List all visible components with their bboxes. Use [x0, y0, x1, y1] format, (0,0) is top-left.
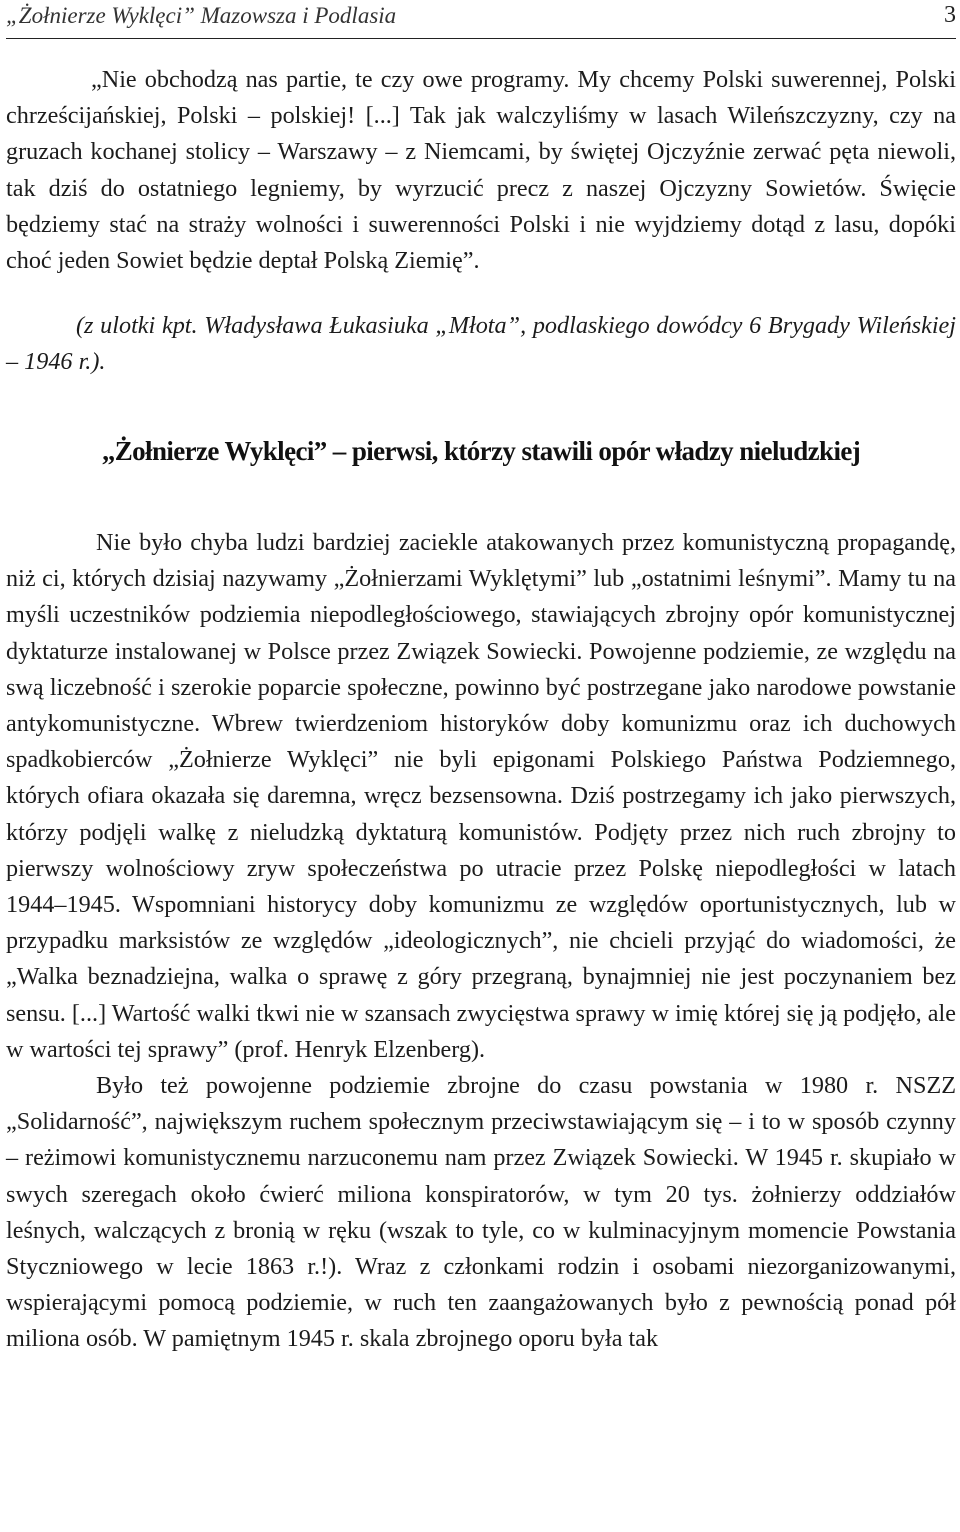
quote-source: (z ulotki kpt. Władysława Łukasiuka „Młota”, podlaskiego dowódcy 6 Brygady Wileńskiej – 1946 r.). [6, 312, 956, 376]
running-title: „Żołnierze Wyklęci” Mazowsza i Podlasia [6, 3, 397, 28]
document-page [6, 0, 956, 1532]
quote-text: „Nie obchodzą nas partie, te czy owe programy. My chcemy Polski suwerennej, Polski chrześcijańskiej, Polski – polskiej! [...] Tak jak walczyliśmy w lasach Wileńszczyzny, czy na gruzach kochanej stolicy – Warszawy – z Niemcami, by świętej Ojczyźnie zerwać pęta niewoli, tak dziś do ostatniego legniemy, by wyrzucić precz z naszej Ojczyzny Sowietów. Święcie będziemy stać na straży wolności i suwerenności Polski i nie wyjdziemy dotąd z lasu, dopóki choć jeden Sowiet będzie deptał Polską Ziemię”. [6, 66, 956, 275]
body-text [6, 525, 956, 1358]
body-paragraph-1: Nie było chyba ludzi bardziej zaciekle atakowanych przez komunistyczną propagandę, niż ci, których dzisiaj nazywamy „Żołnierzami Wyklętymi” lub „ostatnimi leśnymi”. Mamy tu na myśli uczestników podziemia niepodległościowego, stawiających zbrojny opór komunistycznej dyktaturze instalowanej w Polsce przez Związek Sowiecki. Powojenne podziemie, ze względu na swą liczebność i szerokie poparcie społeczne, powinno być postrzegane jako narodowe powstanie antykomunistyczne. Wbrew twierdzeniom historyków doby komunizmu oraz ich duchowych spadkobierców „Żołnierze Wyklęci” nie byli epigonami Polskiego Państwa Podziemnego, których ofiara okazała się daremna, wręcz bezsensowna. Dziś postrzegamy ich jako pierwszych, którzy podjęli walkę z nieludzką dyktaturą komunistów. Podjęty przez nich ruch zbrojny to pierwszy wolnościowy zryw społeczeństwa po utracie przez Polskę niepodległości w latach 1944–1945. Wspomniani historycy doby komunizmu ze względów oportunistycznych, lub w przypadku marksistów ze względów „ideologicznych”, nie chcieli przyjąć do wiadomości, że „Walka beznadziejna, walka o sprawę z góry przegraną, bynajmniej nie jest poczynaniem bez sensu. [...] Wartość walki tkwi nie w szansach zwycięstwa sprawy w imię której się ją podjęło, ale w wartości tej sprawy” (prof. Henryk Elzenberg). [6, 529, 956, 1063]
running-header [6, 0, 956, 39]
page-number: 3 [944, 2, 956, 28]
section-heading: „Żołnierze Wyklęci” – pierwsi, którzy stawili opór władzy nieludzkiej [101, 436, 861, 466]
body-paragraph-2: Było też powojenne podziemie zbrojne do czasu powstania w 1980 r. NSZZ „Solidarność”, największym ruchem społecznym przeciwstawiającym się – i to w sposób czynny – reżimowi komunistycznemu narzuconemu nam przez Związek Sowiecki. W 1945 r. skupiało w swych szeregach około ćwierć miliona konspiratorów, w tym 20 tys. żołnierzy oddziałów leśnych, walczących z bronią w ręku (wszak to tyle, co w kulminacyjnym momencie Powstania Styczniowego w lecie 1863 r.!). Wraz z członkami rodzin i osobami niezorganizowanymi, wspierającymi pomocą podziemie, w ruch ten zaangażowanych było z pewnością ponad pół miliona osób. W pamiętnym 1945 r. skala zbrojnego oporu była tak [6, 1072, 956, 1353]
